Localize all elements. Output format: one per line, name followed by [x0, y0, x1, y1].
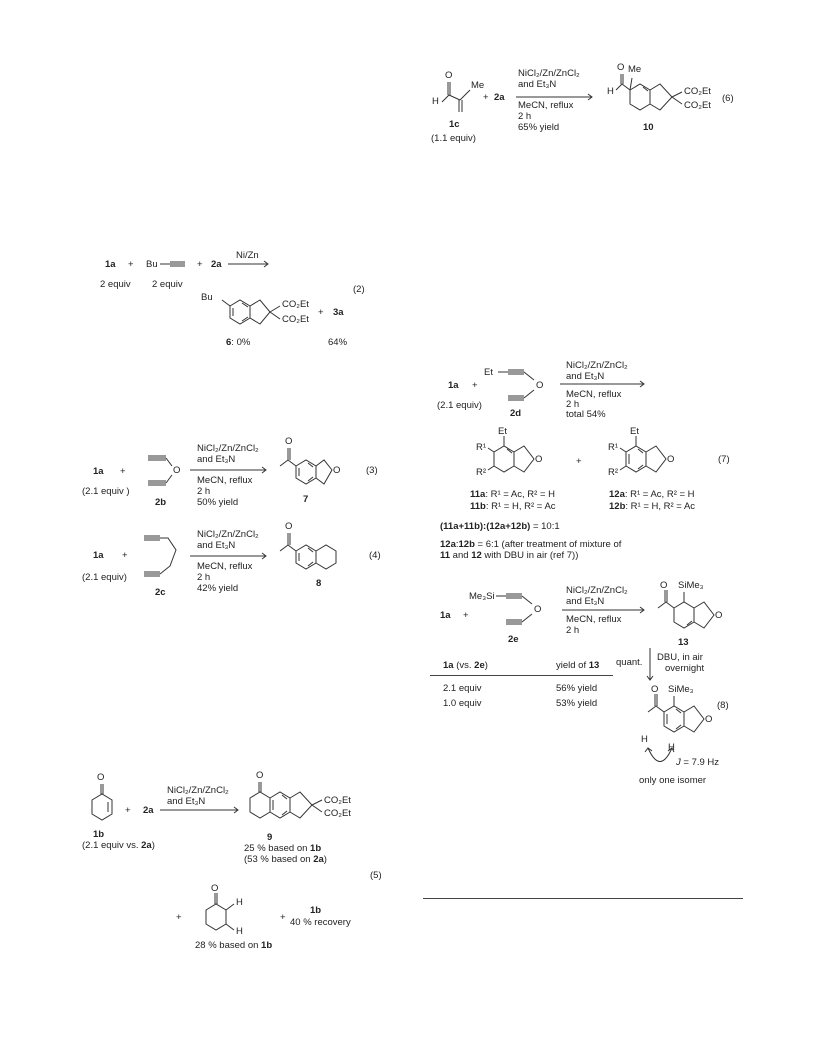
eq8-cond-3: MeCN, reflux [566, 614, 622, 625]
eq2-bu-equiv: 2 equiv [152, 279, 183, 290]
eq7-ether-o: O [536, 380, 544, 391]
eq5-reactant-1b: 1b [93, 829, 105, 840]
eq7-cond-2: and Et₃N [566, 371, 605, 382]
eq8-tms: Me₃Si [469, 591, 495, 602]
eq3-cond-4: 2 h [197, 486, 211, 497]
eq5-byproduct-yield: 28 % based on 1b [195, 940, 273, 951]
eq8-table-row-1-a: 2.1 equiv [443, 683, 482, 694]
eq6-reactant-1c: 1c [449, 119, 460, 130]
eq3-ether-o: O [173, 465, 181, 476]
eq8-table-row-2-a: 1.0 equiv [443, 698, 482, 709]
eq7-plus: + [472, 380, 478, 391]
eq6-number: (6) [722, 93, 734, 104]
eq5-product-9: 9 [267, 832, 273, 843]
eq7-reactant-2d: 2d [510, 408, 522, 419]
eq2-reactant-bu: Bu [146, 259, 158, 270]
eq6-product-o: O [617, 62, 625, 73]
eq5-plus-3: + [280, 912, 286, 923]
eq6-reactant-h: H [432, 96, 439, 107]
eq7-label-12b: 12b: R¹ = H, R² = Ac [609, 501, 696, 512]
footnote-separator [423, 898, 743, 899]
eq2-reactant-2a: 2a [211, 259, 222, 270]
eq2-structures [160, 261, 280, 324]
eq7-11-ring-o: O [535, 454, 543, 465]
eq7-11-r2: R² [476, 467, 487, 478]
eq6-product-10: 10 [643, 122, 654, 133]
eq8-number: (8) [717, 700, 729, 711]
eq7-12-r1: R¹ [608, 442, 619, 453]
eq3-cond-1: NiCl₂/Zn/ZnCl₂ [197, 443, 259, 454]
eq7-ratio-3: 11 and 12 with DBU in air (ref 7)) [440, 550, 579, 561]
eq6-plus: + [483, 92, 489, 103]
eq4-product-8: 8 [316, 578, 322, 589]
eq3-1a-equiv: (2.1 equiv ) [82, 486, 130, 497]
eq4-reactant-2c: 2c [155, 587, 166, 598]
eq8-ether-o: O [534, 604, 542, 615]
eq6-cond-1: NiCl₂/Zn/ZnCl₂ [518, 68, 580, 79]
eq3-plus: + [120, 466, 126, 477]
eq7-reactant-1a: 1a [448, 380, 459, 391]
eq6-reactant-o: O [445, 70, 453, 81]
eq3-product-ring-o: O [333, 465, 341, 476]
eq2-1a-equiv: 2 equiv [100, 279, 131, 290]
eq5-reactant-o: O [97, 772, 105, 783]
eq3-product-7: 7 [303, 494, 309, 505]
eq7-11-r1: R¹ [476, 442, 487, 453]
eq3-cond-5: 50% yield [197, 497, 239, 508]
eq8-cond-4: 2 h [566, 625, 580, 636]
eq3-reactant-1a: 1a [93, 466, 104, 477]
eq7-12-r2: R² [608, 467, 619, 478]
eq8-table-rule [430, 675, 613, 676]
eq7-ratio-2: 12a:12b = 6:1 (after treatment of mixture of [440, 539, 622, 550]
eq8-arom-o: O [651, 684, 659, 695]
eq7-plus-2: + [576, 456, 582, 467]
eq2-3a-yield: 64% [328, 337, 348, 348]
eq8-table-row-1-b: 56% yield [556, 683, 598, 694]
eq7-cond-4: 2 h [566, 399, 580, 410]
eq8-product-ring-o: O [715, 610, 723, 621]
eq4-plus: + [122, 550, 128, 561]
eq8-coupling: J = 7.9 Hz [676, 757, 720, 768]
eq2-number: (2) [353, 284, 365, 295]
eq8-one-isomer: only one isomer [639, 775, 707, 786]
eq8-plus: + [463, 610, 469, 621]
eq8-product-o: O [660, 580, 668, 591]
eq8-table-col-2: yield of 13 [556, 660, 600, 671]
eq5-cond-2: and Et₃N [167, 796, 206, 807]
eq8-table-row-2-b: 53% yield [556, 698, 598, 709]
eq7-1a-equiv: (2.1 equiv) [437, 400, 482, 411]
eq6-product-h: H [607, 86, 614, 97]
eq8-dbu-2: overnight [665, 663, 705, 674]
eq8-table-col-1: 1a (vs. 2e) [443, 660, 488, 671]
eq3-reactant-2b: 2b [155, 497, 167, 508]
eq8-arom-h2: H [668, 742, 675, 753]
eq6-cond-3: MeCN, reflux [518, 100, 574, 111]
eq8-arom-sime3: SiMe₃ [668, 684, 694, 695]
eq5-cond-1: NiCl₂/Zn/ZnCl₂ [167, 785, 229, 796]
eq6-reactant-me: Me [471, 80, 485, 91]
eq2-product-label: 6: 0% [226, 337, 251, 348]
eq6-reactant-2a: 2a [494, 92, 505, 103]
eq7-cond-5: total 54% [566, 409, 606, 420]
eq7-label-11b: 11b: R¹ = H, R² = Ac [470, 501, 556, 512]
eq4-cond-4: 2 h [197, 572, 211, 583]
eq5-product-co2et-b: CO₂Et [324, 808, 351, 819]
eq4-cond-2: and Et₃N [197, 540, 236, 551]
eq7-cond-3: MeCN, reflux [566, 389, 622, 400]
eq5-recovery: 40 % recovery [290, 917, 351, 928]
eq5-reactant-2a: 2a [143, 805, 154, 816]
eq8-reactant-2e: 2e [508, 634, 519, 645]
eq2-product-3a: 3a [333, 307, 344, 318]
eq3-cond-2: and Et₃N [197, 454, 236, 465]
eq7-label-12a: 12a: R¹ = Ac, R² = H [609, 489, 695, 500]
eq6-cond-5: 65% yield [518, 122, 560, 133]
eq2-product-co2et-a: CO₂Et [282, 299, 309, 310]
eq4-reactant-1a: 1a [93, 550, 104, 561]
eq8-product-13: 13 [678, 637, 689, 648]
eq5-product-o: O [256, 770, 264, 781]
eq2-plus-2: + [197, 259, 203, 270]
eq2-condition: Ni/Zn [236, 250, 259, 261]
eq8-cond-2: and Et₃N [566, 596, 605, 607]
eq7-cond-1: NiCl₂/Zn/ZnCl₂ [566, 360, 628, 371]
eq6-product-co2et-a: CO₂Et [684, 86, 711, 97]
eq2-product-co2et-b: CO₂Et [282, 314, 309, 325]
eq7-12-ring-o: O [667, 454, 675, 465]
eq6-cond-4: 2 h [518, 111, 532, 122]
eq8-dbu-quant: quant. [616, 657, 643, 668]
eq3-product-carbonyl-o: O [285, 436, 293, 447]
eq5-byproduct-h2: H [236, 926, 243, 937]
eq2-product-bu: Bu [201, 292, 213, 303]
eq6-1c-equiv: (1.1 equiv) [431, 133, 476, 144]
eq8-reactant-1a: 1a [440, 610, 451, 621]
eq4-cond-3: MeCN, reflux [197, 561, 253, 572]
eq5-byproduct-o: O [211, 883, 219, 894]
eq7-label-11a: 11a: R¹ = Ac, R² = H [470, 489, 556, 500]
eq5-1b-equiv: (2.1 equiv vs. 2a) [82, 840, 155, 851]
eq2-reactant-1a: 1a [105, 259, 116, 270]
eq3-number: (3) [366, 465, 378, 476]
eq2-plus-3: + [318, 307, 324, 318]
eq7-ratio-1: (11a+11b):(12a+12b) = 10:1 [440, 521, 560, 532]
eq4-number: (4) [369, 550, 381, 561]
eq2-plus-1: + [128, 259, 134, 270]
eq5-plus-2: + [176, 912, 182, 923]
eq5-number: (5) [370, 870, 382, 881]
eq4-1a-equiv: (2.1 equiv) [82, 572, 127, 583]
eq6-cond-2: and Et₃N [518, 79, 557, 90]
eq7-11-et: Et [498, 426, 507, 437]
eq5-product-co2et-a: CO₂Et [324, 795, 351, 806]
eq3-cond-3: MeCN, reflux [197, 475, 253, 486]
eq7-number: (7) [718, 454, 730, 465]
eq8-arom-ring-o: O [705, 714, 713, 725]
eq6-product-co2et-b: CO₂Et [684, 100, 711, 111]
eq4-product-carbonyl-o: O [285, 521, 293, 532]
eq5-byproduct-h1: H [236, 897, 243, 908]
eq8-dbu-1: DBU, in air [657, 652, 703, 663]
eq8-arom-h1: H [641, 734, 648, 745]
eq4-cond-1: NiCl₂/Zn/ZnCl₂ [197, 529, 259, 540]
eq5-plus: + [125, 805, 131, 816]
eq6-product-me: Me [628, 64, 642, 75]
eq8-product-sime3: SiMe₃ [678, 580, 704, 591]
eq5-product-yield-2: (53 % based on 2a) [244, 854, 327, 865]
eq7-et: Et [484, 367, 493, 378]
eq5-product-yield-1: 25 % based on 1b [244, 843, 322, 854]
eq5-recovered-1b: 1b [310, 905, 322, 916]
eq8-cond-1: NiCl₂/Zn/ZnCl₂ [566, 585, 628, 596]
eq4-cond-5: 42% yield [197, 583, 239, 594]
eq7-12-et: Et [630, 426, 639, 437]
